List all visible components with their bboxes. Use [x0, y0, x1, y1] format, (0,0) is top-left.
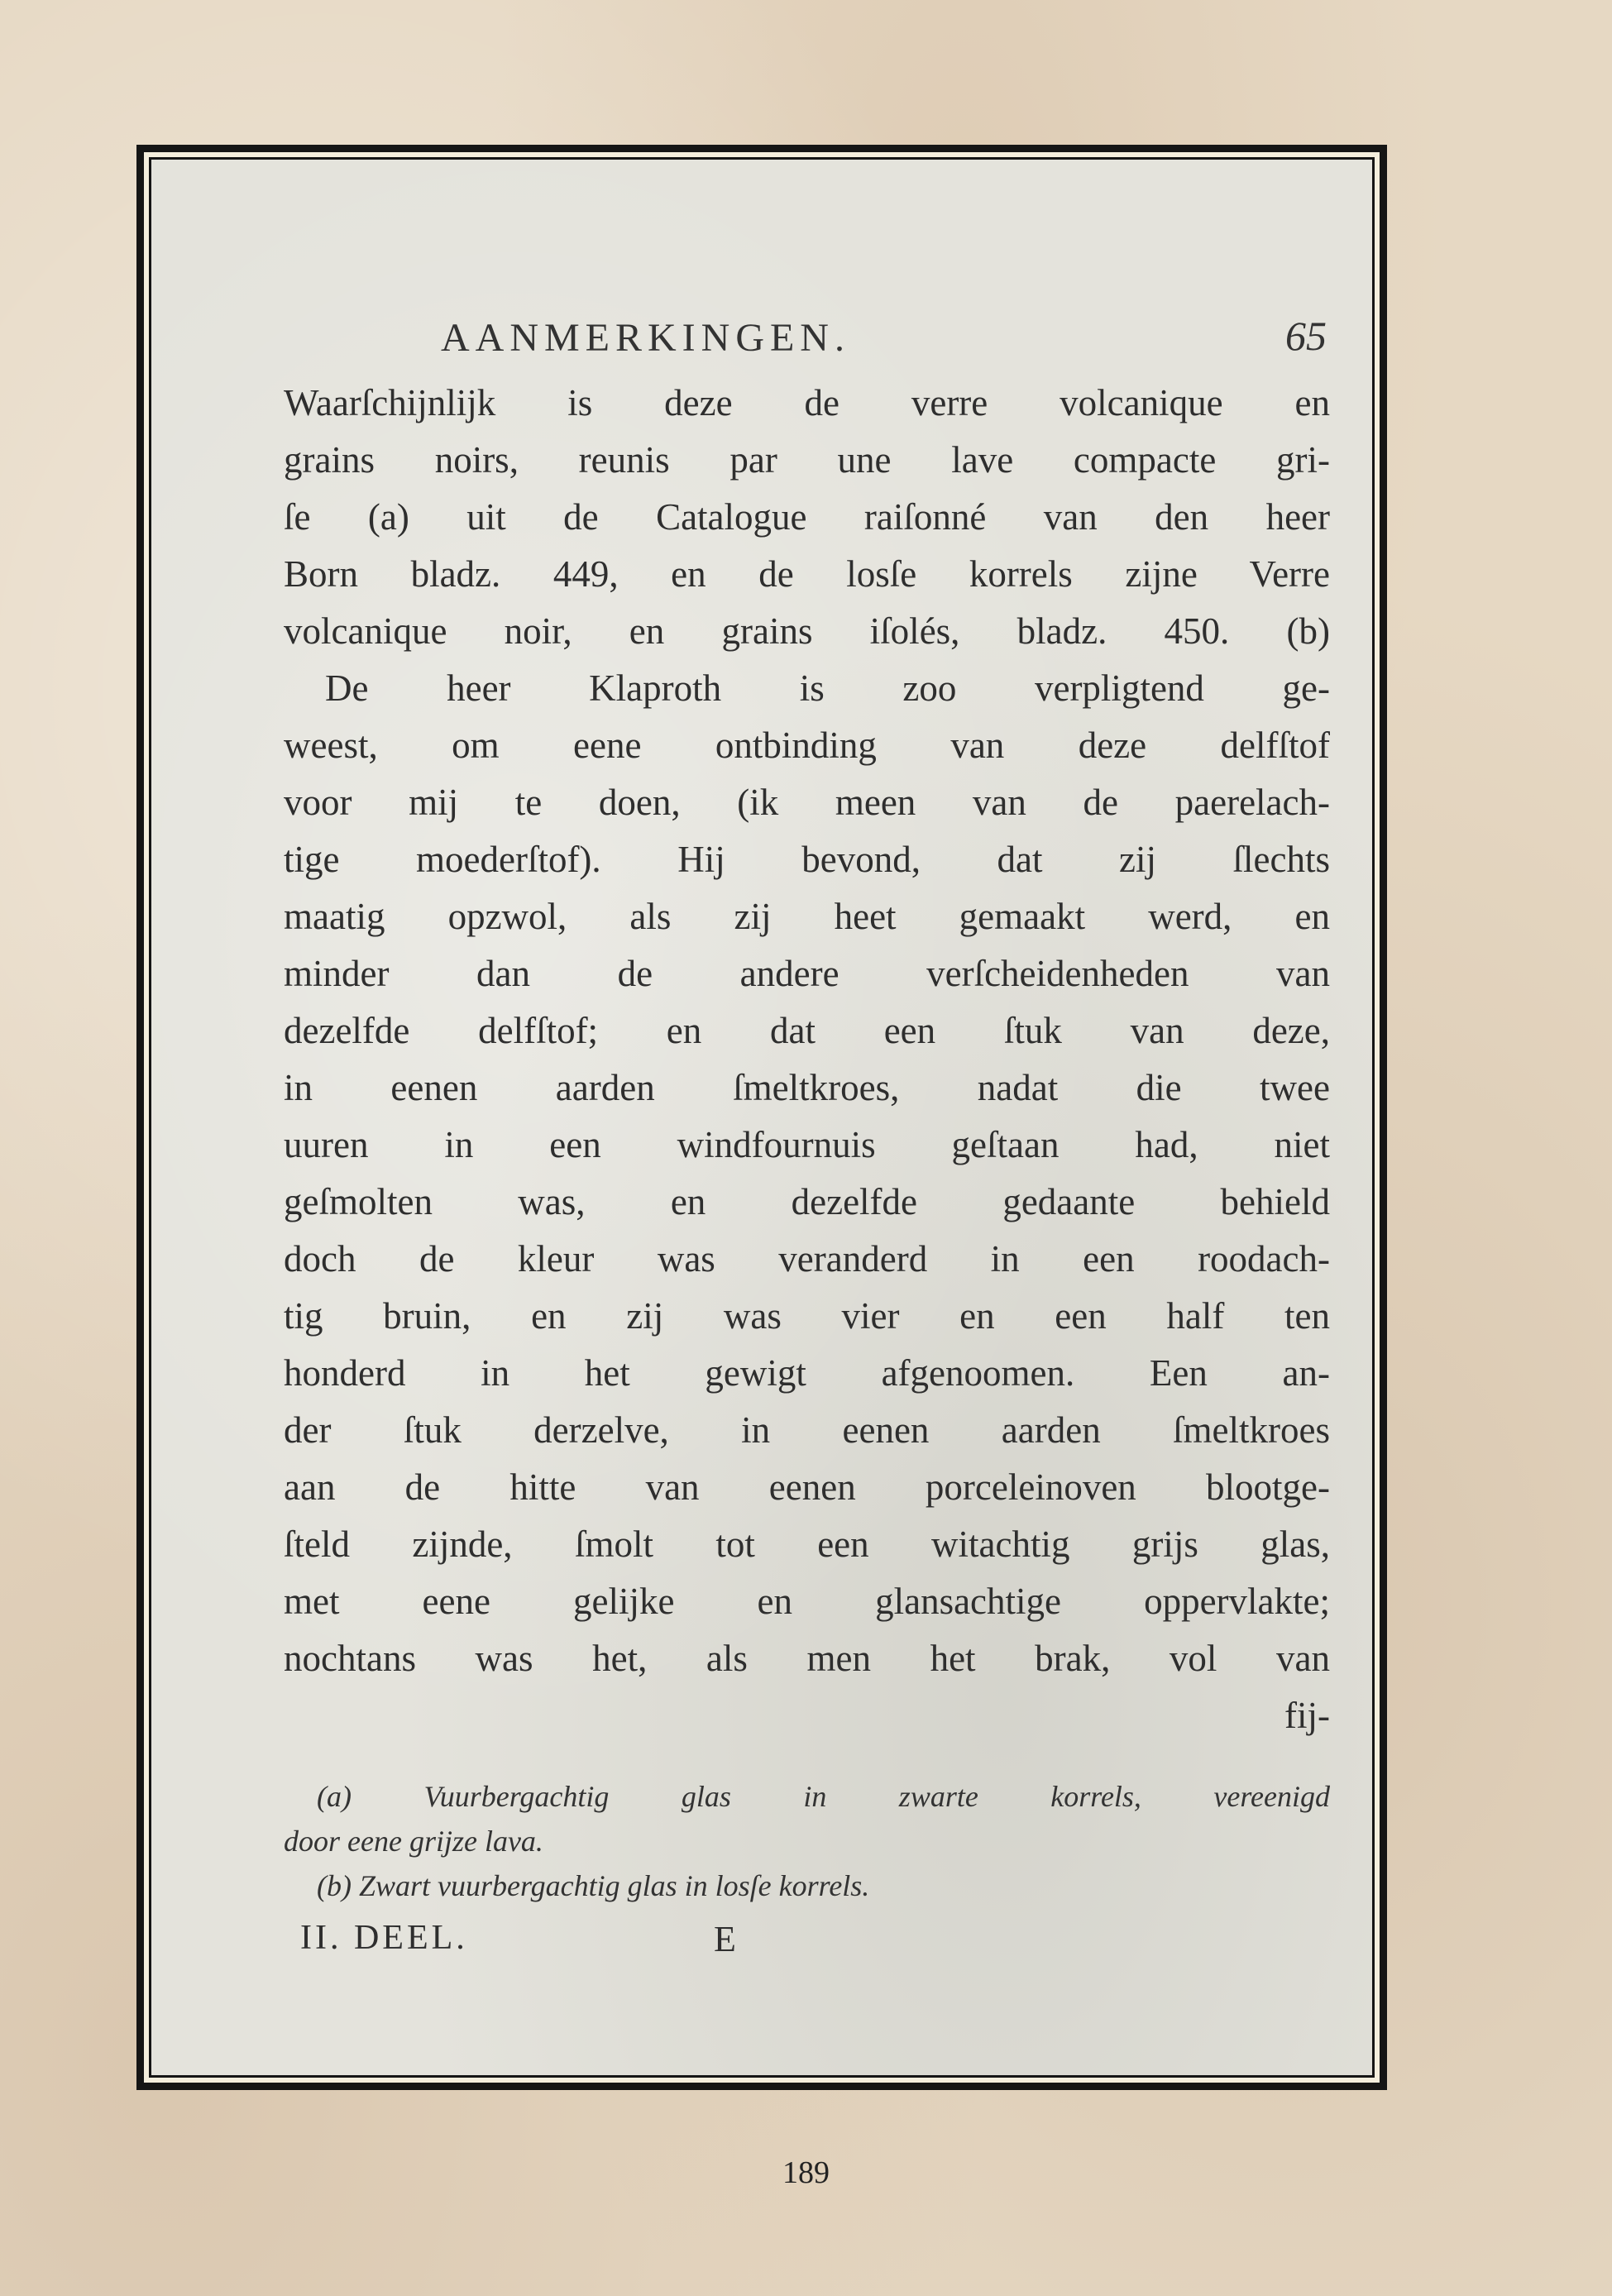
- text-line: maatig opzwol, als zij heet gemaakt werd, en: [284, 896, 1330, 937]
- footnote-a: (a) Vuurbergachtig glas in zwarte korrels, vereenigd: [317, 1780, 1330, 1813]
- text-line: volcanique noir, en grains iſolés, bladz. 450. (b): [284, 610, 1330, 652]
- signature-line: [284, 1918, 1330, 1976]
- text-line: tige moederſtof). Hij bevond, dat zij ſlechts: [284, 839, 1330, 880]
- text-line: Born bladz. 449, en de losſe korrels zijne Verre: [284, 553, 1330, 595]
- catchword: fij-: [1284, 1695, 1330, 1736]
- text-line: geſmolten was, en dezelfde gedaante behield: [284, 1181, 1330, 1222]
- footnote-a-continued: door eene grijze lava.: [284, 1825, 543, 1858]
- page-number: 189: [782, 2155, 830, 2190]
- running-head: [284, 300, 1330, 375]
- page-content: [284, 300, 1330, 1976]
- footnote-b: (b) Zwart vuurbergachtig glas in losſe korrels.: [317, 1869, 870, 1902]
- text-line: honderd in het gewigt afgenoomen. Een an-: [284, 1352, 1330, 1394]
- text-line: minder dan de andere verſcheidenheden van: [284, 953, 1330, 994]
- body-text: [284, 375, 1330, 1744]
- text-line: aan de hitte van eenen porceleinoven blootge-: [284, 1466, 1330, 1508]
- scanned-page: [149, 157, 1375, 2078]
- running-head-page-number: 65: [1285, 313, 1327, 359]
- text-line: nochtans was het, als men het brak, vol van: [284, 1638, 1330, 1679]
- text-line: ſteld zijnde, ſmolt tot een witachtig grijs glas,: [284, 1523, 1330, 1565]
- text-line: De heer Klaproth is zoo verpligtend ge-: [325, 667, 1330, 709]
- text-line: dezelfde delfſtof; en dat een ſtuk van deze,: [284, 1010, 1330, 1051]
- text-line: uuren in een windfournuis geſtaan had, niet: [284, 1124, 1330, 1165]
- footnotes: [284, 1774, 1330, 1908]
- page-frame: [136, 145, 1387, 2090]
- text-line: ſe (a) uit de Catalogue raiſonné van den heer: [284, 496, 1330, 538]
- text-line: weest, om eene ontbinding van deze delfſtof: [284, 725, 1330, 766]
- text-line: Waarſchijnlijk is deze de verre volcanique en: [284, 382, 1330, 423]
- gathering-letter: E: [714, 1919, 736, 1959]
- text-line: voor mij te doen, (ik meen van de paerelach-: [284, 782, 1330, 823]
- volume-signature: II. DEEL.: [300, 1919, 468, 1957]
- text-line: met eene gelijke en glansachtige oppervlakte;: [284, 1581, 1330, 1622]
- text-line: der ſtuk derzelve, in eenen aarden ſmeltkroes: [284, 1409, 1330, 1451]
- running-head-title: AANMERKINGEN.: [441, 316, 850, 360]
- text-line: doch de kleur was veranderd in een roodach-: [284, 1238, 1330, 1280]
- text-line: grains noirs, reunis par une lave compacte gri-: [284, 439, 1330, 481]
- text-line: in eenen aarden ſmeltkroes, nadat die twee: [284, 1067, 1330, 1108]
- text-line: tig bruin, en zij was vier en een half ten: [284, 1295, 1330, 1337]
